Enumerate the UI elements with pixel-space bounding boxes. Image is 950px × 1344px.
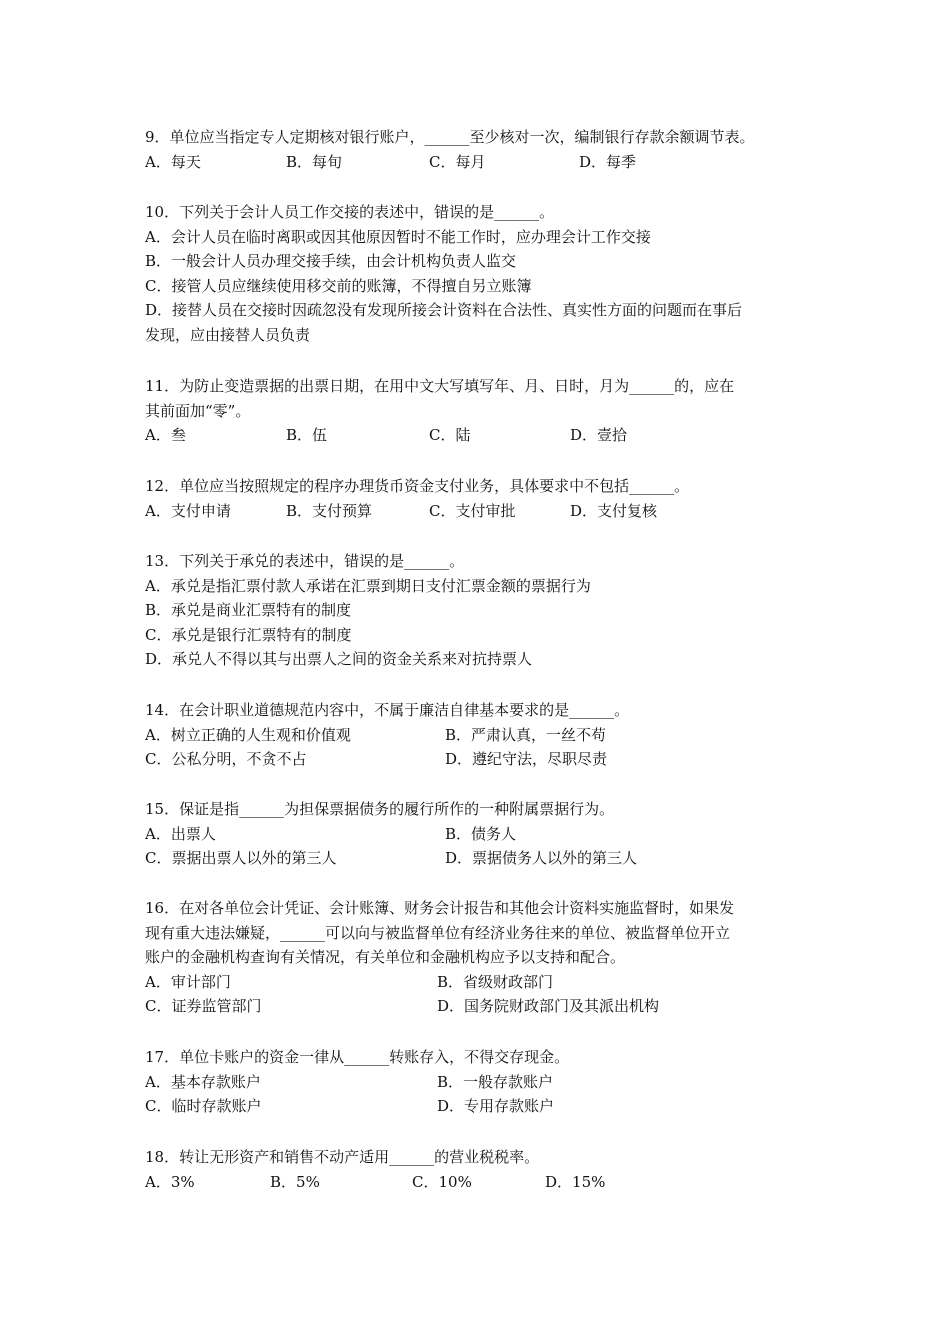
option-b: B．支付预算 [286, 501, 373, 520]
options-row [145, 747, 825, 772]
option-d: D．票据债务人以外的第三人 [445, 849, 638, 867]
options-row [145, 1170, 825, 1195]
question-14 [145, 698, 825, 772]
option-c: C．每月 [429, 152, 486, 171]
options-row [145, 846, 825, 871]
options-row [145, 499, 825, 524]
question-11 [145, 374, 825, 448]
options-row [145, 1070, 825, 1095]
option-c: C．票据出票人以外的第三人 [145, 849, 337, 867]
question-13 [145, 549, 825, 672]
option-d: D．接替人员在交接时因疏忽没有发现所接会计资料在合法性、真实性方面的问题而在事后 [145, 301, 743, 319]
option-c: C．10% [412, 1172, 472, 1191]
question-12 [145, 474, 825, 523]
option-d: D．专用存款账户 [437, 1097, 555, 1115]
question-stem: 16．在对各单位会计凭证、会计账簿、财务会计报告和其他会计资料实施监督时，如果发 [145, 899, 735, 917]
option-c: C．支付审批 [429, 501, 516, 520]
option-a: A．树立正确的人生观和价值观 [145, 725, 351, 744]
option-b: B．一般存款账户 [437, 1072, 554, 1091]
option-c: C．陆 [429, 426, 471, 444]
question-stem: 18．转让无形资产和销售不动产适用______的营业税税率。 [145, 1148, 540, 1166]
option-d: D．承兑人不得以其与出票人之间的资金关系来对抗持票人 [145, 650, 533, 668]
question-stem: 9．单位应当指定专人定期核对银行账户，______至少核对一次，编制银行存款余额调节表。 [145, 128, 755, 146]
question-9 [145, 125, 825, 174]
option-b: B．严肃认真，一丝不苟 [445, 725, 607, 744]
question-15 [145, 797, 825, 871]
question-stem-continued: 账户的金融机构查询有关情况，有关单位和金融机构应予以支持和配合。 [145, 948, 626, 966]
options-row [145, 822, 825, 847]
option-a: A．审计部门 [145, 972, 231, 991]
question-stem: 14．在会计职业道德规范内容中，不属于廉洁自律基本要求的是______。 [145, 701, 630, 719]
option-a: A．每天 [145, 152, 201, 171]
option-c: C．临时存款账户 [145, 1097, 262, 1115]
question-18 [145, 1145, 825, 1194]
option-a: A．3% [145, 1172, 195, 1191]
option-b: B．省级财政部门 [437, 972, 554, 991]
option-c: C．公私分明，不贪不占 [145, 750, 307, 768]
question-stem: 15．保证是指______为担保票据债务的履行所作的一种附属票据行为。 [145, 800, 615, 818]
options-row [145, 723, 825, 748]
option-b: B．每旬 [286, 152, 343, 171]
option-d-continued: 发现，应由接替人员负责 [145, 325, 311, 344]
question-10 [145, 200, 825, 347]
option-d: D．支付复核 [570, 501, 658, 520]
option-a: A．承兑是指汇票付款人承诺在汇票到期日支付汇票金额的票据行为 [145, 576, 591, 595]
option-c: C．证券监管部门 [145, 997, 262, 1015]
question-stem: 13．下列关于承兑的表述中，错误的是______。 [145, 552, 465, 570]
option-a: A．支付申请 [145, 501, 231, 520]
option-c: C．接管人员应继续使用移交前的账簿，不得擅自另立账簿 [145, 276, 532, 295]
option-a: A．叁 [145, 426, 186, 444]
question-stem: 17．单位卡账户的资金一律从______转账存入，不得交存现金。 [145, 1048, 570, 1066]
option-b: B．一般会计人员办理交接手续，由会计机构负责人监交 [145, 252, 517, 270]
options-row [145, 1094, 825, 1119]
option-d: D．国务院财政部门及其派出机构 [437, 997, 660, 1015]
question-stem-continued: 现有重大违法嫌疑，______可以向与被监督单位有经济业务往来的单位、被监督单位开立 [145, 923, 731, 942]
option-b: B．承兑是商业汇票特有的制度 [145, 601, 352, 619]
question-stem-continued: 其前面加“零”。 [145, 401, 251, 420]
option-b: B．5% [270, 1172, 320, 1191]
option-a: A．会计人员在临时离职或因其他原因暂时不能工作时，应办理会计工作交接 [145, 227, 651, 246]
question-stem: 10．下列关于会计人员工作交接的表述中，错误的是______。 [145, 203, 555, 221]
option-a: A．基本存款账户 [145, 1072, 261, 1091]
option-b: B．债务人 [445, 824, 517, 843]
options-row [145, 994, 825, 1019]
question-16 [145, 896, 825, 1019]
option-d: D．壹拾 [570, 426, 628, 444]
option-b: B．伍 [286, 426, 328, 444]
question-stem: 11．为防止变造票据的出票日期，在用中文大写填写年、月、日时，月为______的，应在 [145, 377, 735, 395]
option-d: D．遵纪守法，尽职尽责 [445, 750, 608, 768]
option-d: D．每季 [579, 152, 637, 171]
options-row [145, 150, 825, 175]
question-17 [145, 1045, 825, 1119]
option-c: C．承兑是银行汇票特有的制度 [145, 625, 352, 644]
options-row [145, 423, 825, 448]
options-row [145, 970, 825, 995]
option-d: D．15% [545, 1172, 606, 1191]
question-stem: 12．单位应当按照规定的程序办理货币资金支付业务，具体要求中不包括______。 [145, 477, 690, 495]
option-a: A．出票人 [145, 824, 216, 843]
